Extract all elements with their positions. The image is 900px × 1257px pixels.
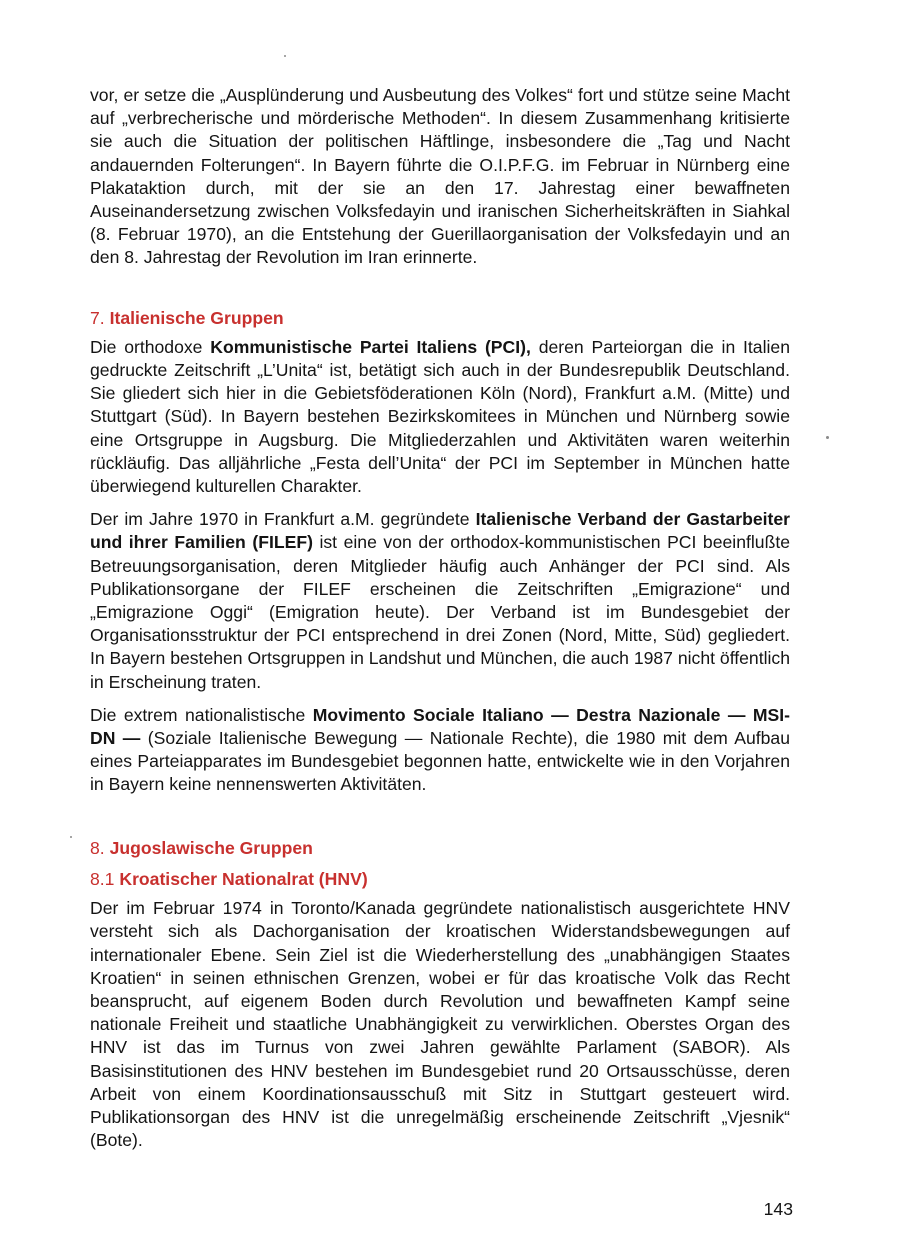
section-7-heading [90,307,790,330]
msi-text-rest: (Soziale Italienische Bewegung — Nationale Rechte), die 1980 mit dem Aufbau eines Parteiapparates im Bundesgebiet begonnen hatte, entwickelte wie in den Vorjahren in Bayern keine nennenswerten Aktivitäten. [90,728,790,795]
scan-speck [70,836,72,838]
section-8-1-number: 8.1 [90,868,115,889]
section-8-heading [90,837,790,860]
msi-name: Movimento Sociale Italiano — Destra Nazionale — MSI-DN — [90,704,790,749]
msi-text-start: Die extrem nationalistische [90,704,313,725]
filef-paragraph [90,508,790,694]
section-8-number: 8. [90,837,105,858]
pci-paragraph [90,336,790,498]
section-8-title: Jugoslawische Gruppen [109,837,313,858]
filef-text-rest: ist eine von der orthodox-kommunistischen PCI beeinflußte Betreuungsorganisation, deren Mitglieder häufig auch Anhänger der PCI sind. Als Publikationsorgane der FILEF erscheinen die Zeitschriften „Emigrazione“ und „Emigrazione Oggi“ (Emigration heute). Der Verband ist im Bundesgebiet der Organisationsstruktur der PCI entsprechend in drei Zonen (Nord, Mitte, Süd) gegliedert. In Bayern bestehen Ortsgruppen in Landshut und München, die auch 1987 nicht öffentlich in Erscheinung traten. [90,532,791,692]
section-8-1-title: Kroatischer Nationalrat (HNV) [119,868,368,889]
msi-paragraph [90,704,790,797]
scan-speck [284,55,286,57]
section-7-title: Italienische Gruppen [109,307,284,328]
section-8-1-heading [90,868,790,891]
page-body [90,84,790,1152]
filef-name: Italienische Verband der Gastarbeiter und ihrer Familien (FILEF) [90,509,790,553]
intro-paragraph: vor, er setze die „Ausplünderung und Ausbeutung des Volkes“ fort und stütze seine Macht auf „verbrecherische und mörderische Methoden“. In diesem Zusammenhang kritisierte sie auch die Situation der politischen Häftlinge, insbesondere die „Tag und Nacht andauernden Folterungen“. In Bayern führte die O.I.P.F.G. im Februar in Nürnberg eine Plakataktion durch, mit der sie an den 17. Jahrestag einer bewaffneten Auseinandersetzung zwischen Volksfedayin und iranischen Sicherheitskräften in Siahkal (8. Februar 1970), an die Entstehung der Guerillaorganisation der Volksfedayin und an den 8. Jahrestag der Revolution im Iran erinnerte. [90,85,790,268]
scan-speck [826,436,829,439]
hnv-paragraph: Der im Februar 1974 in Toronto/Kanada gegründete nationalistisch ausgerichtete HNV versteht sich als Dachorganisation der kroatischen Widerstandsbewegungen auf internationaler Ebene. Sein Ziel ist die Wiederherstellung des „unabhängigen Staates Kroatien“ in seinen ethnischen Grenzen, wobei er für das kroatische Volk das Recht beansprucht, auf eigenem Boden durch Revolution und bewaffneten Kampf seine nationale Freiheit und staatliche Unabhängigkeit zu verwirklichen. Oberstes Organ des HNV ist das im Turnus von zwei Jahren gewählte Parlament (SABOR). Als Basisinstitutionen des HNV bestehen im Bundesgebiet rund 20 Ortsausschüsse, deren Arbeit von einem Koordinationsausschuß mit Sitz in Stuttgart gesteuert wird. Publikationsorgan des HNV ist die unregelmäßig erscheinende Zeitschrift „Vjesnik“ (Bote). [90,898,790,1151]
pci-text-start: Die orthodoxe [90,336,211,357]
pci-text-rest: deren Parteiorgan die in Italien gedruckte Zeitschrift „L’Unita“ ist, betätigt sich auch in der Bundesrepublik Deutschland. Sie gliedert sich hier in die Gebietsföderationen Köln (Nord), Frankfurt a.M. (Mitte) und Stuttgart (Süd). In Bayern bestehen Bezirkskomitees in München und Nürnberg sowie eine Ortsgruppe in Augsburg. Die Mitgliederzahlen und Aktivitäten waren weiterhin rückläufig. Das alljährliche „Festa dell’Unita“ der PCI im September in München hatte überwiegend kulturellen Charakter. [90,336,790,497]
filef-text-start: Der im Jahre 1970 in Frankfurt a.M. gegründete [90,509,476,530]
pci-name: Kommunistische Partei Italiens (PCI), [210,336,531,357]
section-7-number: 7. [90,307,105,328]
page-number: 143 [763,1199,793,1219]
